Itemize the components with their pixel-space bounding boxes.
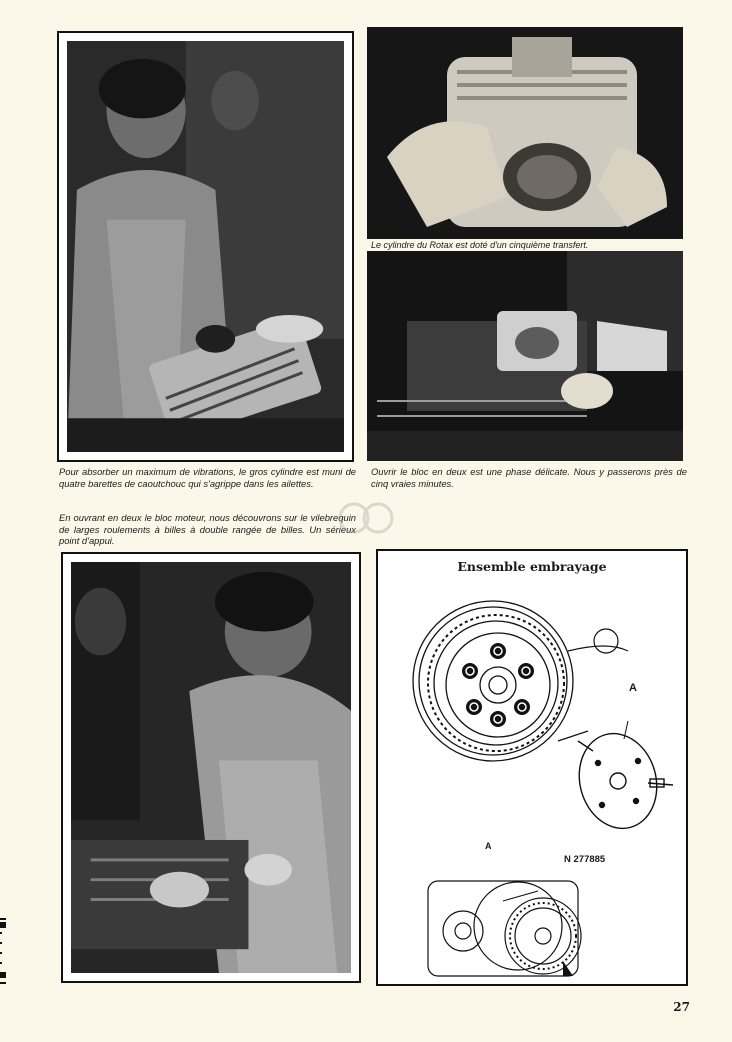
page-number: 27 <box>673 1000 690 1014</box>
caption-split-block: Ouvrir le bloc en deux est une phase délicate. Nous y passerons près de cinq vraies minutes. <box>371 466 687 489</box>
photo-mechanic-cylinder <box>57 31 354 462</box>
clutch-exploded-view <box>388 591 678 981</box>
caption-crankshaft: En ouvrant en deux le bloc moteur, nous découvrons sur le vilebrequin de larges roulements à billes à double rangée de billes. Un sérieux point d'appui. <box>59 512 356 547</box>
photo-mechanic-bench <box>61 552 361 983</box>
label-a-top: A <box>629 682 637 694</box>
watermark-stamp <box>334 496 398 540</box>
margin-print-marks <box>0 918 10 990</box>
photo-engine-block <box>367 251 683 461</box>
label-a-bottom: A <box>485 841 492 851</box>
caption-vibrations: Pour absorber un maximum de vibrations, le gros cylindre est muni de quatre barettes de caoutchouc qui s'agrippe dans les ailettes. <box>59 466 356 489</box>
photo-cylinder-hands <box>367 27 683 239</box>
part-number-label: N 277885 <box>564 854 606 865</box>
clutch-diagram <box>376 549 688 986</box>
caption-cylinder: Le cylindre du Rotax est doté d'un cinquième transfert. <box>371 240 589 250</box>
diagram-title: Ensemble embrayage <box>457 559 607 574</box>
